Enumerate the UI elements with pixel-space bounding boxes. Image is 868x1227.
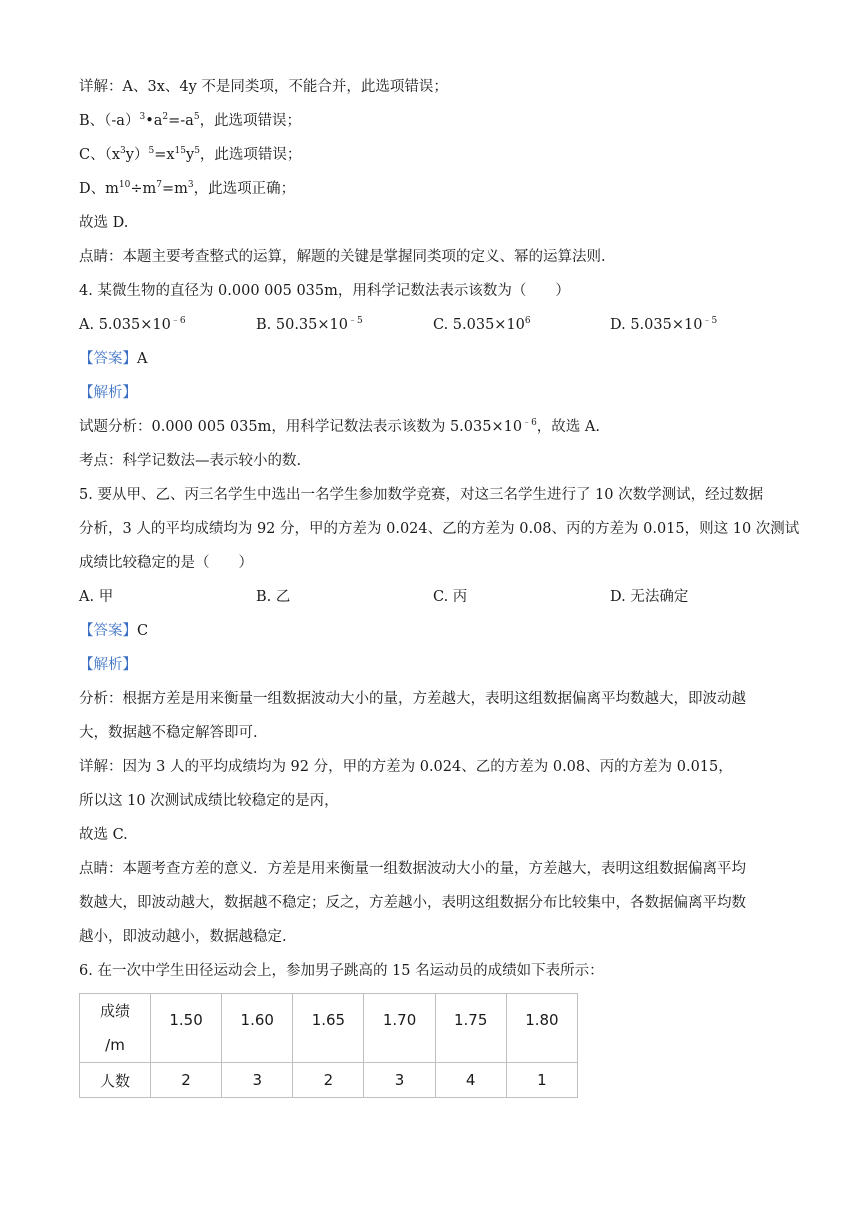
- q5-option-a: A. 甲: [79, 589, 114, 605]
- q4-answer: 【答案】A: [79, 351, 148, 367]
- question-4: 4. 某微生物的直径为 0.000 005 035m，用科学记数法表示该数为（ ）: [79, 283, 570, 299]
- q5-option-d: D. 无法确定: [610, 589, 689, 605]
- table-cell: 2: [293, 1063, 364, 1098]
- text-line: C、$(x^3y)^5=x^{15}y^5$，此选项错误；: [79, 146, 302, 163]
- question-5: 5. 要从甲、乙、丙三名学生中选出一名学生参加数学竞赛，对这三名学生进行了 10 次数学测试，经过数据: [79, 487, 764, 503]
- table-cell: 4: [435, 1063, 506, 1098]
- table-cell: 3: [222, 1063, 293, 1098]
- text-line: 所以这 10 次测试成绩比较稳定的是丙，: [79, 793, 339, 809]
- q5-answer: 【答案】C: [79, 623, 149, 639]
- text-line: 大，数据越不稳定解答即可.: [79, 725, 258, 741]
- text-line: 数越大，即波动越大，数据越不稳定；反之，方差越小，表明这组数据分布比较集中，各数据偏离平均数: [79, 895, 746, 911]
- q4-option-c: C. $5.035\times 10^6$: [433, 316, 531, 333]
- table-row: [80, 1063, 578, 1098]
- text-line: 点睛：本题考查方差的意义．方差是用来衡量一组数据波动大小的量，方差越大，表明这组数据偏离平均: [79, 861, 746, 877]
- question-6: 6. 在一次中学生田径运动会上，参加男子跳高的 15 名运动员的成绩如下表所示：: [79, 963, 604, 979]
- q5-option-b: B. 乙: [256, 589, 291, 605]
- text-line: 详解：因为 3 人的平均成绩均为 92 分，甲的方差为 0.024、乙的方差为 0.08、丙的方差为 0.015，: [79, 759, 733, 775]
- q4-analysis-tag: 【解析】: [79, 385, 137, 401]
- text-line: 试题分析：0.000 005 035m，用科学记数法表示该数为 $5.035\times 10^{﹣6}$，故选 A.: [79, 418, 600, 435]
- table-cell: 1.50: [151, 994, 222, 1063]
- text-line: D、$m^{10}\div m^7=m^3$，此选项正确；: [79, 180, 296, 197]
- table-cell: 1.65: [293, 994, 364, 1063]
- score-table: [79, 993, 578, 1098]
- q5-analysis-tag: 【解析】: [79, 657, 137, 673]
- table-cell: 3: [364, 1063, 435, 1098]
- q4-option-d: D. $5.035\times 10^{﹣5}$: [610, 316, 718, 333]
- q4-option-a: A. $5.035\times 10^{﹣6}$: [79, 316, 186, 333]
- row-header-count: 人数: [80, 1063, 151, 1098]
- text-line: 成绩比较稳定的是（ ）: [79, 555, 253, 571]
- q4-option-b: B. $50.35\times 10^{﹣5}$: [256, 316, 363, 333]
- table-cell: 1.60: [222, 994, 293, 1063]
- table-cell: 1.80: [506, 994, 577, 1063]
- table-cell: 2: [151, 1063, 222, 1098]
- text-line: 故选 D.: [79, 215, 129, 231]
- text-line: 考点：科学记数法—表示较小的数.: [79, 453, 302, 469]
- table-row: [80, 994, 578, 1063]
- text-line: 详解：A、3x、4y 不是同类项，不能合并，此选项错误；: [79, 79, 448, 95]
- text-line: 点睛：本题主要考查整式的运算，解题的关键是掌握同类项的定义、幂的运算法则.: [79, 249, 606, 265]
- text-line: 分析：根据方差是用来衡量一组数据波动大小的量，方差越大，表明这组数据偏离平均数越大，即波动越: [79, 691, 746, 707]
- table-cell: 1: [506, 1063, 577, 1098]
- text-line: B、$(-a)^3•a^2=-a^5$，此选项错误；: [79, 112, 302, 129]
- q5-option-c: C. 丙: [433, 589, 468, 605]
- table-cell: 1.70: [364, 994, 435, 1063]
- text-line: 分析，3 人的平均成绩均为 92 分，甲的方差为 0.024、乙的方差为 0.08、丙的方差为 0.015，则这 10 次测试: [79, 521, 800, 537]
- text-line: 故选 C.: [79, 827, 128, 843]
- row-header-score: 成绩 /m: [80, 994, 151, 1063]
- text-line: 越小，即波动越小，数据越稳定.: [79, 929, 287, 945]
- table-cell: 1.75: [435, 994, 506, 1063]
